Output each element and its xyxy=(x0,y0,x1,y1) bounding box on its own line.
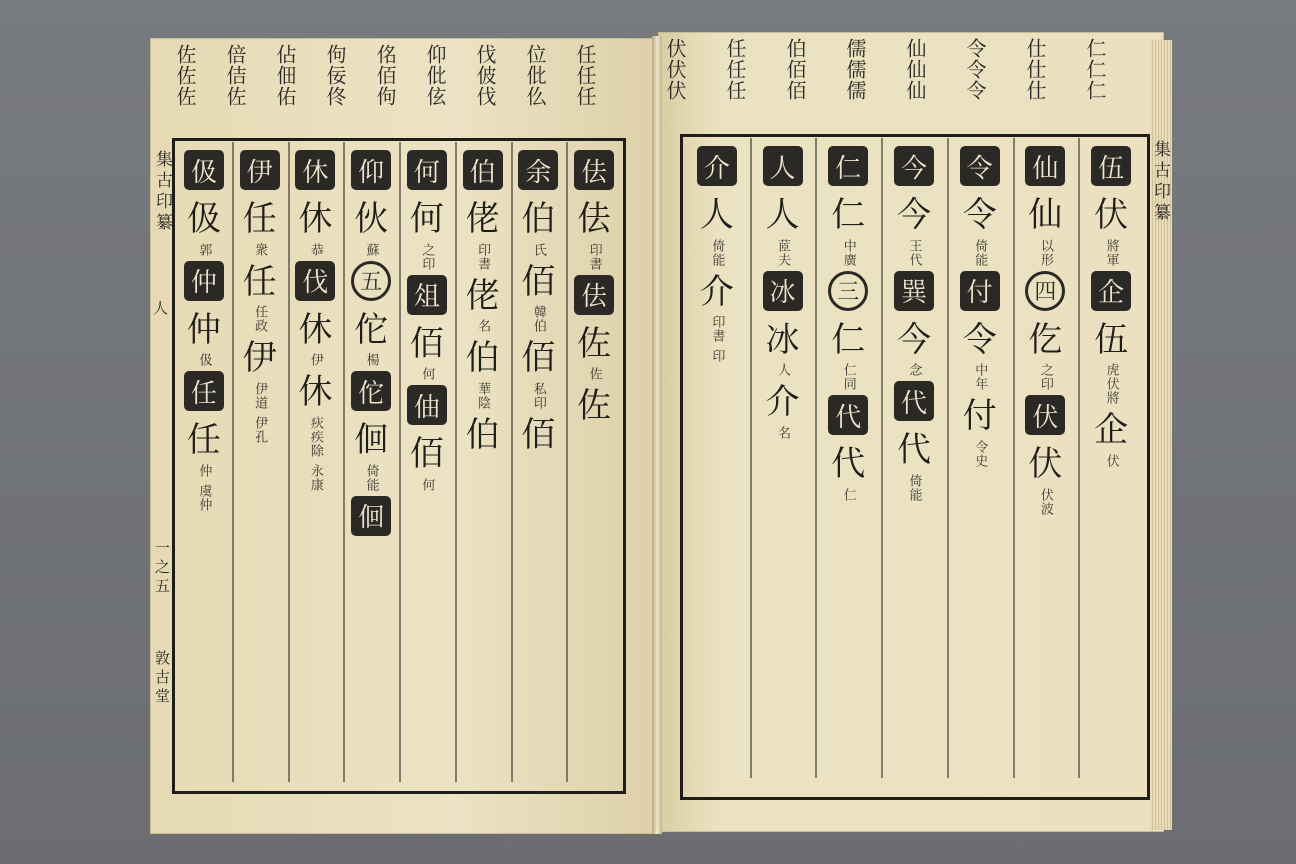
seal-script-glyph: 佰 xyxy=(409,323,444,364)
seal-caption: 氏 xyxy=(530,242,546,257)
right-running-title: 集古印纂 xyxy=(1150,140,1170,224)
seal-caption: 名 xyxy=(775,425,791,440)
right-divider xyxy=(881,138,883,778)
seal-impression: 俎 xyxy=(407,275,447,315)
seal-impression: 佉 xyxy=(574,150,614,190)
seal-caption: 私印 xyxy=(530,381,546,410)
seal-script-glyph: 冰 xyxy=(765,319,800,360)
seal-caption: 佐 xyxy=(586,367,602,381)
right-column xyxy=(1078,146,1144,472)
seal-impression: 余 xyxy=(518,150,558,190)
left-divider xyxy=(566,142,568,782)
left-divider xyxy=(288,142,290,782)
left-margin-column-3: 佝佞佟 xyxy=(323,44,347,107)
seal-caption: 之印 xyxy=(1037,363,1053,391)
seal-script-glyph: 付 xyxy=(962,396,997,436)
left-column xyxy=(455,150,511,456)
seal-impression: 巽 xyxy=(894,271,934,311)
left-margin-column-0: 佐佐佐 xyxy=(173,44,197,107)
seal-script-glyph: 代 xyxy=(831,444,866,484)
seal-script-glyph: 伊 xyxy=(242,338,277,378)
left-margin-column-4: 佲佰佝 xyxy=(373,44,397,107)
seal-script-glyph: 企 xyxy=(1094,410,1129,450)
seal-caption: 楊 xyxy=(363,353,379,367)
left-margin-column-5: 仰仳伭 xyxy=(423,44,447,107)
seal-script-glyph: 令 xyxy=(962,319,997,360)
right-margin-column-4: 仙仙仙 xyxy=(903,38,927,101)
seal-impression: 介 xyxy=(697,146,737,186)
left-column xyxy=(232,150,288,448)
right-margin-column-3: 儒儒儒 xyxy=(843,38,867,101)
seal-script-glyph: 仁 xyxy=(831,195,866,235)
seal-impression: 休 xyxy=(295,150,335,190)
seal-impression: 四 xyxy=(1025,271,1065,311)
seal-caption: 虎伏將 xyxy=(1103,363,1119,405)
seal-script-glyph: 介 xyxy=(699,271,734,312)
seal-impression: 付 xyxy=(960,271,1000,311)
seal-script-glyph: 佪 xyxy=(354,420,389,460)
seal-impression: 仰 xyxy=(351,150,391,190)
seal-script-glyph: 休 xyxy=(298,199,333,239)
right-margin-column-2: 伯佰佰 xyxy=(783,38,807,101)
seal-caption: 疢疾除 xyxy=(307,415,323,458)
seal-caption: 中廣 xyxy=(840,238,856,267)
right-divider xyxy=(750,138,752,778)
right-column xyxy=(947,146,1013,472)
left-folio: 一之五 xyxy=(153,540,171,597)
seal-caption: 人 xyxy=(775,363,791,377)
seal-impression: 佗 xyxy=(351,371,391,411)
left-section-label: 人 xyxy=(151,300,169,319)
left-publisher: 敦古堂 xyxy=(153,650,171,707)
seal-impression: 伯 xyxy=(463,150,503,190)
seal-script-glyph: 伏 xyxy=(1028,444,1063,484)
seal-impression: 代 xyxy=(894,381,934,421)
seal-script-glyph: 人 xyxy=(699,195,734,235)
seal-caption: 名 xyxy=(475,319,491,333)
seal-script-glyph: 佐 xyxy=(577,323,612,364)
left-margin-column-8: 任任任 xyxy=(573,44,597,107)
right-divider xyxy=(947,138,949,778)
seal-script-glyph: 佰 xyxy=(521,261,556,302)
seal-script-glyph: 伏 xyxy=(1094,195,1129,235)
left-column xyxy=(399,150,455,496)
seal-caption: 印書 xyxy=(709,315,725,343)
right-margin-column-7: 仁仁仁 xyxy=(1083,38,1107,101)
seal-caption: 韓伯 xyxy=(530,305,546,333)
seal-script-glyph: 伙 xyxy=(354,199,389,239)
right-margin-column-0: 伏伏伏 xyxy=(663,38,687,101)
seal-impression: 佪 xyxy=(351,496,391,536)
seal-caption: 恭 xyxy=(307,242,323,257)
right-column xyxy=(750,146,816,444)
seal-caption: 令史 xyxy=(972,439,988,468)
seal-script-glyph: 休 xyxy=(298,309,333,350)
seal-script-glyph: 令 xyxy=(962,195,997,235)
seal-caption: 伊孔 xyxy=(252,415,268,444)
seal-script-glyph: 休 xyxy=(298,372,333,412)
seal-impression: 企 xyxy=(1091,271,1131,311)
seal-caption: 伊 xyxy=(307,353,323,367)
seal-caption: 任政 xyxy=(252,305,268,333)
seal-impression: 伊 xyxy=(240,150,280,190)
seal-caption: 何 xyxy=(419,367,435,381)
seal-script-glyph: 佰 xyxy=(521,414,556,455)
right-divider xyxy=(815,138,817,778)
seal-caption: 何 xyxy=(419,477,435,492)
seal-script-glyph: 今 xyxy=(896,195,931,235)
seal-caption: 以形 xyxy=(1037,238,1053,267)
seal-impression: 冰 xyxy=(763,271,803,311)
seal-caption: 印書 xyxy=(475,242,491,271)
left-column xyxy=(511,150,567,456)
seal-caption: 倚能 xyxy=(709,238,725,267)
right-margin-column-1: 任任任 xyxy=(723,38,747,101)
seal-script-glyph: 佉 xyxy=(577,199,612,239)
seal-caption: 伏 xyxy=(1103,453,1119,468)
seal-script-glyph: 何 xyxy=(409,199,444,239)
seal-impression: 令 xyxy=(960,146,1000,186)
left-margin-column-7: 位仳仫 xyxy=(523,44,547,107)
seal-script-glyph: 佗 xyxy=(354,309,389,350)
seal-script-glyph: 佬 xyxy=(465,199,500,239)
seal-impression: 代 xyxy=(828,395,868,435)
seal-caption: 倚能 xyxy=(363,463,379,492)
seal-script-glyph: 任 xyxy=(186,420,221,460)
seal-script-glyph: 伍 xyxy=(1094,319,1129,360)
seal-script-glyph: 仁 xyxy=(831,319,866,360)
seal-caption: 印 xyxy=(709,349,725,363)
seal-impression: 任 xyxy=(184,371,224,411)
seal-script-glyph: 任 xyxy=(242,199,277,239)
seal-script-glyph: 仙 xyxy=(1028,195,1063,235)
seal-caption: 王代 xyxy=(906,238,922,267)
seal-script-glyph: 仲 xyxy=(186,309,221,350)
seal-impression: 仁 xyxy=(828,146,868,186)
seal-script-glyph: 介 xyxy=(765,382,800,422)
seal-caption: 伏波 xyxy=(1037,487,1053,516)
seal-script-glyph: 伯 xyxy=(521,199,556,239)
seal-script-glyph: 代 xyxy=(896,430,931,470)
right-margin-column-6: 仕仕仕 xyxy=(1023,38,1047,101)
left-column xyxy=(343,150,399,544)
seal-script-glyph: 佐 xyxy=(577,386,612,426)
seal-caption: 郭 xyxy=(196,242,212,257)
seal-script-glyph: 任 xyxy=(242,261,277,302)
seal-script-glyph: 伯 xyxy=(465,414,500,455)
seal-impression: 伷 xyxy=(407,385,447,425)
seal-caption: 印書 xyxy=(586,242,602,271)
left-margin-column-1: 倍佶佐 xyxy=(223,44,247,107)
right-divider xyxy=(1078,138,1080,778)
seal-caption: 永康 xyxy=(307,463,323,492)
seal-script-glyph: 佰 xyxy=(521,338,556,378)
left-column xyxy=(288,150,344,496)
seal-impression: 何 xyxy=(407,150,447,190)
seal-impression: 伐 xyxy=(295,261,335,301)
right-column xyxy=(684,146,750,367)
right-column xyxy=(881,146,947,506)
left-divider xyxy=(343,142,345,782)
seal-impression: 今 xyxy=(894,146,934,186)
seal-impression: 伏 xyxy=(1025,395,1065,435)
seal-caption: 中年 xyxy=(972,363,988,391)
seal-script-glyph: 人 xyxy=(765,195,800,235)
seal-script-glyph: 仡 xyxy=(1028,319,1063,360)
seal-script-glyph: 佰 xyxy=(409,434,444,474)
left-margin-column-2: 佔佃佑 xyxy=(273,44,297,107)
right-column xyxy=(1013,146,1079,520)
seal-impression: 伍 xyxy=(1091,146,1131,186)
seal-caption: 之印 xyxy=(419,242,435,271)
seal-caption: 仲 xyxy=(196,463,212,478)
seal-caption: 倚能 xyxy=(972,238,988,267)
seal-impression: 五 xyxy=(351,261,391,301)
seal-impression: 佉 xyxy=(574,275,614,315)
left-divider xyxy=(455,142,457,782)
seal-impression: 仙 xyxy=(1025,146,1065,186)
seal-caption: 將軍 xyxy=(1103,238,1119,267)
left-column xyxy=(176,150,232,516)
seal-script-glyph: 佬 xyxy=(465,275,500,316)
seal-caption: 仁同 xyxy=(840,363,856,391)
right-column xyxy=(815,146,881,506)
left-divider xyxy=(232,142,234,782)
seal-impression: 伋 xyxy=(184,150,224,190)
seal-caption: 茝夫 xyxy=(775,238,791,267)
seal-caption: 仁 xyxy=(840,487,856,502)
seal-caption: 念 xyxy=(906,363,922,377)
seal-script-glyph: 伋 xyxy=(186,199,221,239)
seal-impression: 人 xyxy=(763,146,803,186)
seal-caption: 蘇 xyxy=(363,242,379,257)
seal-impression: 仲 xyxy=(184,261,224,301)
left-column xyxy=(566,150,622,428)
seal-caption: 虞仲 xyxy=(196,483,212,512)
seal-impression: 三 xyxy=(828,271,868,311)
seal-caption: 倚能 xyxy=(906,473,922,502)
left-divider xyxy=(511,142,513,782)
right-divider xyxy=(1013,138,1015,778)
right-margin-column-5: 令令令 xyxy=(963,38,987,101)
left-divider xyxy=(399,142,401,782)
seal-caption: 伋 xyxy=(196,353,212,367)
left-running-title: 集古印纂 xyxy=(152,150,172,234)
seal-caption: 華陰 xyxy=(475,381,491,410)
seal-script-glyph: 伯 xyxy=(465,338,500,378)
seal-caption: 伊道 xyxy=(252,381,268,410)
seal-caption: 衆 xyxy=(252,242,268,257)
left-margin-column-6: 伐佊伐 xyxy=(473,44,497,107)
seal-script-glyph: 今 xyxy=(896,319,931,360)
gutter xyxy=(652,36,662,834)
